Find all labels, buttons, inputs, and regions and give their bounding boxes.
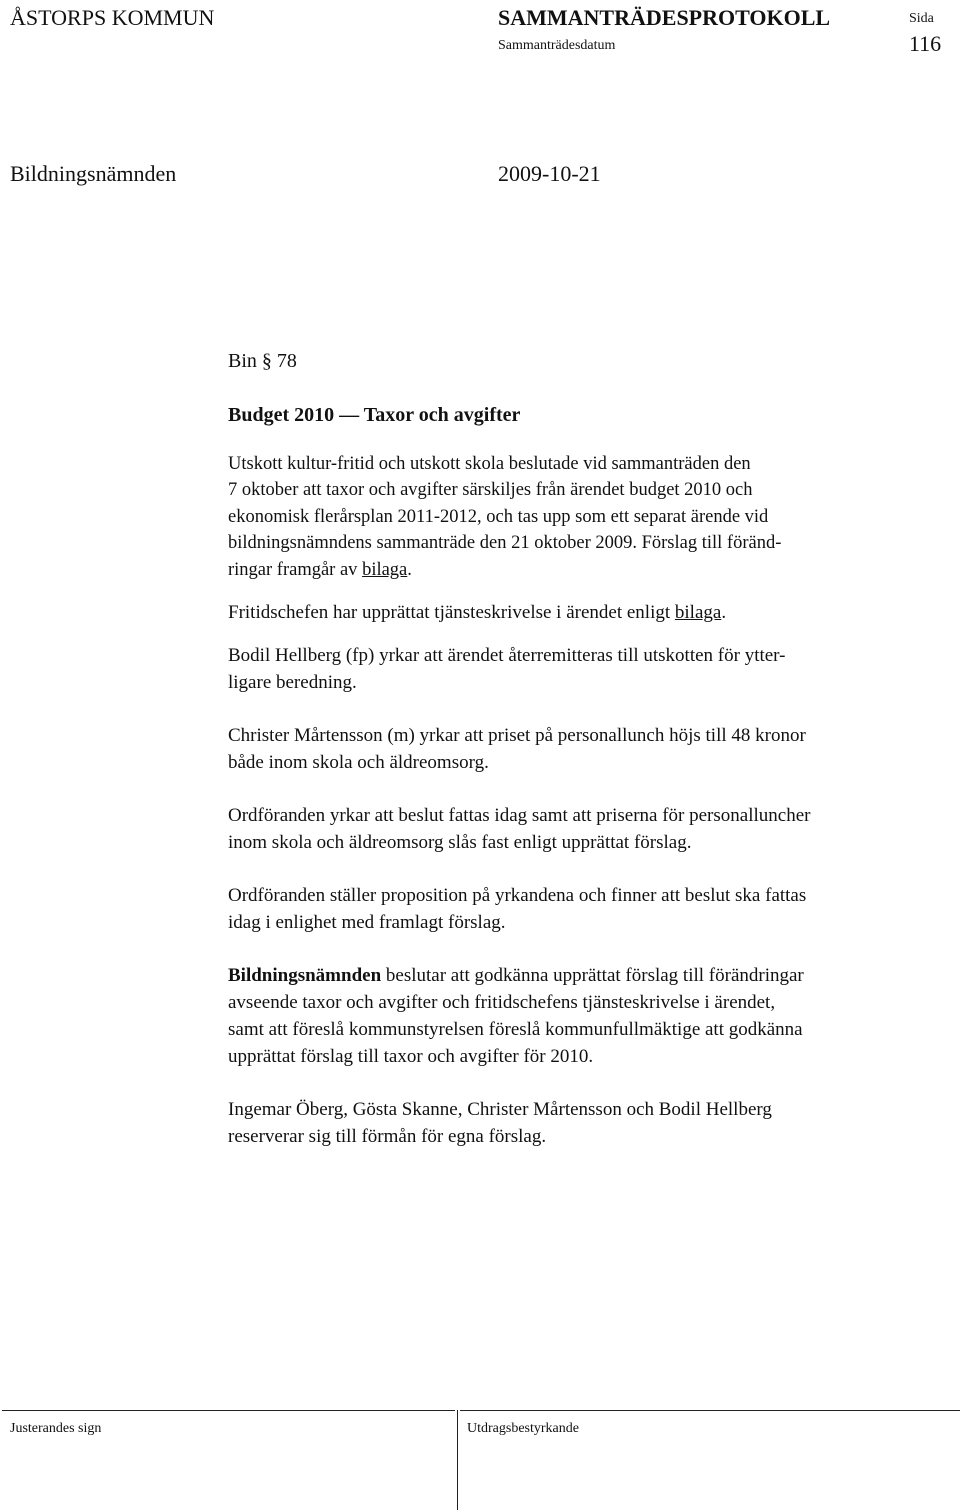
fritid-paragraph bbox=[228, 599, 940, 626]
chair-line: inom skola och äldreomsorg slås fast enligt upprättat förslag. bbox=[228, 831, 692, 853]
attachment-link[interactable]: bilaga bbox=[674, 601, 722, 623]
reservation-line: Ingemar Öberg, Gösta Skanne, Christer Mårtensson och Bodil Hellberg bbox=[228, 1098, 772, 1120]
extract-certification-label: Utdragsbestyrkande bbox=[467, 1421, 579, 1436]
bodil-line: ligare beredning. bbox=[228, 671, 357, 693]
christer-line: Christer Mårtensson (m) yrkar att priset på personallunch höjs till 48 kronor bbox=[228, 724, 806, 746]
meeting-date: 2009-10-21 bbox=[498, 161, 601, 186]
intro-line: Utskott kultur-fritid och utskott skola beslutade vid sammanträden den bbox=[228, 454, 751, 474]
christer-motion bbox=[228, 722, 940, 776]
page-number: 116 bbox=[909, 31, 942, 56]
proposition-line: idag i enlighet med framlagt förslag. bbox=[228, 911, 506, 933]
decision-first-rest: beslutar att godkänna upprättat förslag till förändringar bbox=[381, 964, 804, 986]
signature-footer bbox=[0, 1410, 960, 1510]
reservation-line: reserverar sig till förmån för egna förslag. bbox=[228, 1125, 547, 1147]
paragraph-number: Bin § 78 bbox=[228, 350, 297, 372]
intro-last-prefix: ringar framgår av bbox=[228, 559, 363, 580]
reservation-paragraph bbox=[228, 1096, 940, 1150]
chair-line: Ordföranden yrkar att beslut fattas idag samt att priserna för personalluncher bbox=[228, 804, 811, 826]
bodil-motion bbox=[228, 642, 940, 696]
chair-proposition bbox=[228, 882, 940, 936]
intro-line: ekonomisk flerårsplan 2011-2012, och tas upp som ett separat ärende vid bbox=[228, 506, 769, 527]
decision-line: avseende taxor och avgifter och fritidschefens tjänsteskrivelse i ärendet, bbox=[228, 991, 776, 1013]
protocol-title: SAMMANTRÄDESPROTOKOLL bbox=[498, 5, 831, 30]
meeting-date-label: Sammanträdesdatum bbox=[498, 38, 616, 53]
decision-board: Bildningsnämnden bbox=[228, 964, 382, 986]
intro-line bbox=[228, 557, 940, 583]
protocol-item bbox=[228, 348, 940, 1150]
decision-line: samt att föreslå kommunstyrelsen föreslå kommunfullmäktige att godkänna bbox=[228, 1018, 803, 1040]
fritid-suffix: . bbox=[721, 601, 727, 623]
board-name: Bildningsnämnden bbox=[10, 161, 177, 186]
intro-paragraph bbox=[228, 451, 940, 583]
decision-line: upprättat förslag till taxor och avgifter för 2010. bbox=[228, 1045, 594, 1067]
attachment-link[interactable]: bilaga bbox=[362, 559, 408, 580]
decision-paragraph bbox=[228, 962, 940, 1070]
chair-motion bbox=[228, 802, 940, 856]
christer-line: både inom skola och äldreomsorg. bbox=[228, 751, 489, 773]
footer-rule-right bbox=[460, 1410, 960, 1411]
fritid-prefix: Fritidschefen har upprättat tjänsteskrivelse i ärendet enligt bbox=[228, 601, 675, 623]
proposition-line: Ordföranden ställer proposition på yrkandena och finner att beslut ska fattas bbox=[228, 884, 807, 906]
page-label: Sida bbox=[909, 11, 934, 26]
fritid-line bbox=[228, 599, 940, 626]
adjusters-signature-label: Justerandes sign bbox=[10, 1421, 102, 1436]
intro-last-suffix: . bbox=[407, 559, 412, 580]
decision-line bbox=[228, 962, 940, 989]
footer-divider bbox=[457, 1410, 458, 1510]
intro-line: bildningsnämndens sammanträde den 21 oktober 2009. Förslag till föränd- bbox=[228, 533, 782, 554]
footer-rule-left bbox=[2, 1410, 455, 1411]
intro-line: 7 oktober att taxor och avgifter särskiljes från ärendet budget 2010 och bbox=[228, 480, 753, 501]
municipality-name: ÅSTORPS KOMMUN bbox=[10, 5, 215, 30]
bodil-line: Bodil Hellberg (fp) yrkar att ärendet återremitteras till utskotten för ytter- bbox=[228, 644, 786, 666]
item-subject: Budget 2010 — Taxor och avgifter bbox=[228, 404, 521, 426]
